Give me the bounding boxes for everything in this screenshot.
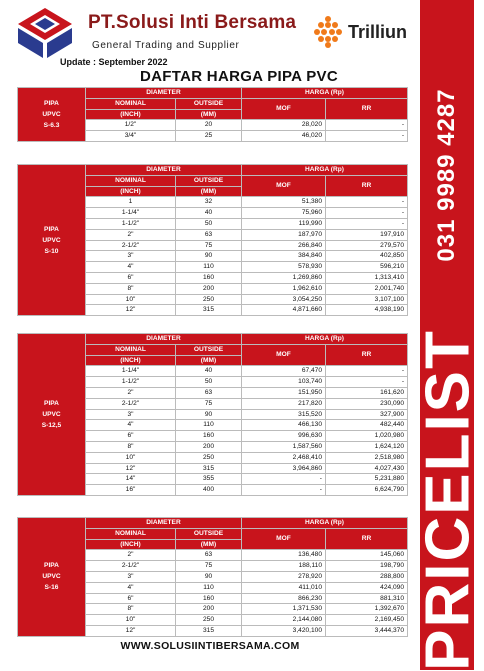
nominal-cell: 3" bbox=[86, 571, 176, 582]
rr-price-cell: 482,440 bbox=[326, 420, 408, 431]
rr-price-cell: - bbox=[326, 366, 408, 377]
nominal-cell: 10" bbox=[86, 452, 176, 463]
outside-cell: 315 bbox=[176, 625, 242, 636]
nominal-cell: 2-1/2" bbox=[86, 240, 176, 251]
nominal-cell: 12" bbox=[86, 463, 176, 474]
outside-header: OUTSIDE bbox=[176, 175, 242, 186]
nominal-header: NOMINAL bbox=[86, 175, 176, 186]
mm-unit: (MM) bbox=[176, 539, 242, 550]
nominal-cell: 2" bbox=[86, 550, 176, 561]
mof-price-cell: 278,920 bbox=[242, 571, 326, 582]
update-date: Update : September 2022 bbox=[60, 57, 168, 67]
mof-price-cell: 466,130 bbox=[242, 420, 326, 431]
mof-header: MOF bbox=[242, 344, 326, 366]
rr-price-cell: 161,620 bbox=[326, 387, 408, 398]
nominal-cell: 1-1/4" bbox=[86, 366, 176, 377]
nominal-cell: 3/4" bbox=[86, 131, 176, 142]
outside-cell: 200 bbox=[176, 604, 242, 615]
mof-price-cell: 51,380 bbox=[242, 197, 326, 208]
mof-price-cell: 315,520 bbox=[242, 409, 326, 420]
outside-cell: 160 bbox=[176, 272, 242, 283]
diameter-header: DIAMETER bbox=[86, 88, 242, 99]
outside-cell: 50 bbox=[176, 377, 242, 388]
header bbox=[0, 0, 420, 72]
rr-price-cell: 1,020,980 bbox=[326, 431, 408, 442]
outside-cell: 90 bbox=[176, 571, 242, 582]
pipe-type-line: UPVC bbox=[42, 573, 61, 581]
nominal-cell: 12" bbox=[86, 625, 176, 636]
nominal-cell: 8" bbox=[86, 283, 176, 294]
price-header: HARGA (Rp) bbox=[242, 88, 408, 99]
pipe-type-line: S-16 bbox=[44, 584, 59, 592]
outside-header: OUTSIDE bbox=[176, 528, 242, 539]
rr-price-cell: - bbox=[326, 218, 408, 229]
rr-price-cell: 3,444,370 bbox=[326, 625, 408, 636]
mof-price-cell: 578,930 bbox=[242, 262, 326, 273]
rr-price-cell: - bbox=[326, 377, 408, 388]
mm-unit: (MM) bbox=[176, 186, 242, 197]
trilliun-mark-icon bbox=[312, 14, 344, 50]
mof-price-cell: 266,840 bbox=[242, 240, 326, 251]
nominal-cell: 12" bbox=[86, 305, 176, 316]
mof-price-cell: 103,740 bbox=[242, 377, 326, 388]
rr-price-cell: 3,107,100 bbox=[326, 294, 408, 305]
pipe-type-line: UPVC bbox=[42, 110, 61, 118]
price-table bbox=[17, 87, 408, 142]
mof-price-cell: 411,010 bbox=[242, 582, 326, 593]
pipe-type-line: UPVC bbox=[42, 410, 61, 418]
rr-price-cell: 1,624,120 bbox=[326, 441, 408, 452]
nominal-header: NOMINAL bbox=[86, 98, 176, 109]
pipe-type-line: PIPA bbox=[44, 562, 59, 570]
price-table bbox=[17, 517, 408, 637]
inch-unit: (INCH) bbox=[86, 355, 176, 366]
mof-price-cell: 3,964,860 bbox=[242, 463, 326, 474]
price-header: HARGA (Rp) bbox=[242, 165, 408, 176]
outside-cell: 110 bbox=[176, 420, 242, 431]
nominal-cell: 3" bbox=[86, 409, 176, 420]
mof-price-cell: 384,840 bbox=[242, 251, 326, 262]
trilliun-logo bbox=[312, 14, 422, 54]
mof-price-cell: 3,420,100 bbox=[242, 625, 326, 636]
outside-cell: 75 bbox=[176, 398, 242, 409]
nominal-cell: 1/2" bbox=[86, 120, 176, 131]
nominal-cell: 14" bbox=[86, 474, 176, 485]
outside-cell: 200 bbox=[176, 441, 242, 452]
rr-header: RR bbox=[326, 98, 408, 120]
mof-header: MOF bbox=[242, 528, 326, 550]
trilliun-name: Trilliun bbox=[348, 22, 408, 42]
outside-header: OUTSIDE bbox=[176, 98, 242, 109]
outside-cell: 75 bbox=[176, 561, 242, 572]
pipe-type-label bbox=[18, 334, 86, 496]
rr-price-cell: 596,210 bbox=[326, 262, 408, 273]
mof-price-cell: 1,587,560 bbox=[242, 441, 326, 452]
nominal-header: NOMINAL bbox=[86, 528, 176, 539]
page-title: DAFTAR HARGA PIPA PVC bbox=[140, 68, 338, 85]
mm-unit: (MM) bbox=[176, 109, 242, 120]
mof-price-cell: 187,970 bbox=[242, 229, 326, 240]
mof-header: MOF bbox=[242, 175, 326, 197]
mof-price-cell: 28,020 bbox=[242, 120, 326, 131]
outside-cell: 25 bbox=[176, 131, 242, 142]
nominal-cell: 6" bbox=[86, 272, 176, 283]
mof-price-cell: 1,371,530 bbox=[242, 604, 326, 615]
company-logo-icon bbox=[16, 6, 74, 60]
mof-price-cell: 119,990 bbox=[242, 218, 326, 229]
outside-cell: 20 bbox=[176, 120, 242, 131]
rr-price-cell: 197,910 bbox=[326, 229, 408, 240]
mof-price-cell: 2,144,080 bbox=[242, 615, 326, 626]
mof-price-cell: 217,820 bbox=[242, 398, 326, 409]
pipe-type-line: S-12,5 bbox=[41, 421, 62, 429]
mof-header: MOF bbox=[242, 98, 326, 120]
pipe-type-label bbox=[18, 88, 86, 142]
mof-price-cell: 136,480 bbox=[242, 550, 326, 561]
nominal-cell: 1 bbox=[86, 197, 176, 208]
outside-cell: 355 bbox=[176, 474, 242, 485]
outside-cell: 50 bbox=[176, 218, 242, 229]
company-name: PT.Solusi Inti Bersama bbox=[88, 12, 297, 33]
outside-cell: 250 bbox=[176, 615, 242, 626]
mof-price-cell: 4,871,660 bbox=[242, 305, 326, 316]
nominal-cell: 2-1/2" bbox=[86, 561, 176, 572]
mof-price-cell: 3,054,250 bbox=[242, 294, 326, 305]
outside-cell: 110 bbox=[176, 262, 242, 273]
rr-header: RR bbox=[326, 344, 408, 366]
pipe-type-line: S-6.3 bbox=[43, 121, 60, 129]
nominal-cell: 1-1/2" bbox=[86, 218, 176, 229]
outside-cell: 400 bbox=[176, 485, 242, 496]
diameter-header: DIAMETER bbox=[86, 334, 242, 345]
pricelist-banner-text: PRICELIST bbox=[413, 329, 483, 671]
pipe-type-line: PIPA bbox=[44, 399, 59, 407]
outside-cell: 315 bbox=[176, 463, 242, 474]
outside-cell: 63 bbox=[176, 387, 242, 398]
nominal-cell: 2" bbox=[86, 229, 176, 240]
nominal-cell: 4" bbox=[86, 262, 176, 273]
mof-price-cell: 188,110 bbox=[242, 561, 326, 572]
rr-price-cell: 145,060 bbox=[326, 550, 408, 561]
rr-price-cell: 2,001,740 bbox=[326, 283, 408, 294]
mof-price-cell: 2,468,410 bbox=[242, 452, 326, 463]
pipe-type-line: PIPA bbox=[44, 99, 59, 107]
nominal-cell: 10" bbox=[86, 294, 176, 305]
nominal-cell: 16" bbox=[86, 485, 176, 496]
rr-price-cell: - bbox=[326, 208, 408, 219]
outside-cell: 250 bbox=[176, 294, 242, 305]
outside-cell: 40 bbox=[176, 366, 242, 377]
rr-price-cell: 1,392,670 bbox=[326, 604, 408, 615]
rr-header: RR bbox=[326, 175, 408, 197]
nominal-cell: 4" bbox=[86, 582, 176, 593]
outside-cell: 63 bbox=[176, 550, 242, 561]
rr-header: RR bbox=[326, 528, 408, 550]
nominal-cell: 1-1/4" bbox=[86, 208, 176, 219]
rr-price-cell: 198,790 bbox=[326, 561, 408, 572]
rr-price-cell: - bbox=[326, 197, 408, 208]
price-header: HARGA (Rp) bbox=[242, 334, 408, 345]
rr-price-cell: 230,090 bbox=[326, 398, 408, 409]
inch-unit: (INCH) bbox=[86, 539, 176, 550]
outside-cell: 75 bbox=[176, 240, 242, 251]
outside-cell: 315 bbox=[176, 305, 242, 316]
outside-cell: 90 bbox=[176, 251, 242, 262]
outside-header: OUTSIDE bbox=[176, 344, 242, 355]
rr-price-cell: 279,570 bbox=[326, 240, 408, 251]
outside-cell: 32 bbox=[176, 197, 242, 208]
nominal-cell: 8" bbox=[86, 441, 176, 452]
pipe-type-line: PIPA bbox=[44, 225, 59, 233]
rr-price-cell: 1,313,410 bbox=[326, 272, 408, 283]
mof-price-cell: 1,962,610 bbox=[242, 283, 326, 294]
rr-price-cell: 402,850 bbox=[326, 251, 408, 262]
inch-unit: (INCH) bbox=[86, 109, 176, 120]
nominal-cell: 1-1/2" bbox=[86, 377, 176, 388]
pipe-type-line: S-10 bbox=[44, 247, 59, 255]
side-banner bbox=[413, 0, 483, 671]
pipe-type-line: UPVC bbox=[42, 236, 61, 244]
rr-price-cell: - bbox=[326, 120, 408, 131]
nominal-cell: 10" bbox=[86, 615, 176, 626]
pipe-type-label bbox=[18, 165, 86, 316]
nominal-cell: 3" bbox=[86, 251, 176, 262]
mof-price-cell: - bbox=[242, 474, 326, 485]
outside-cell: 90 bbox=[176, 409, 242, 420]
outside-cell: 160 bbox=[176, 431, 242, 442]
pipe-type-label bbox=[18, 518, 86, 637]
rr-price-cell: 424,090 bbox=[326, 582, 408, 593]
nominal-header: NOMINAL bbox=[86, 344, 176, 355]
company-subtitle: General Trading and Supplier bbox=[92, 40, 240, 51]
rr-price-cell: 327,900 bbox=[326, 409, 408, 420]
price-table bbox=[17, 333, 408, 496]
mof-price-cell: 996,630 bbox=[242, 431, 326, 442]
nominal-cell: 2-1/2" bbox=[86, 398, 176, 409]
outside-cell: 63 bbox=[176, 229, 242, 240]
price-table bbox=[17, 164, 408, 316]
outside-cell: 200 bbox=[176, 283, 242, 294]
price-header: HARGA (Rp) bbox=[242, 518, 408, 529]
mof-price-cell: 75,960 bbox=[242, 208, 326, 219]
nominal-cell: 8" bbox=[86, 604, 176, 615]
mof-price-cell: 151,950 bbox=[242, 387, 326, 398]
mm-unit: (MM) bbox=[176, 355, 242, 366]
outside-cell: 40 bbox=[176, 208, 242, 219]
mof-price-cell: 46,020 bbox=[242, 131, 326, 142]
inch-unit: (INCH) bbox=[86, 186, 176, 197]
mof-price-cell: 1,269,860 bbox=[242, 272, 326, 283]
rr-price-cell: 2,169,450 bbox=[326, 615, 408, 626]
mof-price-cell: 67,470 bbox=[242, 366, 326, 377]
rr-price-cell: 2,518,980 bbox=[326, 452, 408, 463]
diameter-header: DIAMETER bbox=[86, 518, 242, 529]
nominal-cell: 6" bbox=[86, 431, 176, 442]
rr-price-cell: 4,027,430 bbox=[326, 463, 408, 474]
mof-price-cell: - bbox=[242, 485, 326, 496]
nominal-cell: 4" bbox=[86, 420, 176, 431]
rr-price-cell: 4,938,190 bbox=[326, 305, 408, 316]
rr-price-cell: 881,310 bbox=[326, 593, 408, 604]
rr-price-cell: 6,624,790 bbox=[326, 485, 408, 496]
phone-number: 031 9989 4287 bbox=[433, 88, 460, 262]
rr-price-cell: - bbox=[326, 131, 408, 142]
outside-cell: 160 bbox=[176, 593, 242, 604]
mof-price-cell: 866,230 bbox=[242, 593, 326, 604]
rr-price-cell: 5,231,880 bbox=[326, 474, 408, 485]
nominal-cell: 2" bbox=[86, 387, 176, 398]
outside-cell: 250 bbox=[176, 452, 242, 463]
website-footer: WWW.SOLUSIINTIBERSAMA.COM bbox=[120, 640, 300, 652]
outside-cell: 110 bbox=[176, 582, 242, 593]
diameter-header: DIAMETER bbox=[86, 165, 242, 176]
rr-price-cell: 288,800 bbox=[326, 571, 408, 582]
nominal-cell: 6" bbox=[86, 593, 176, 604]
